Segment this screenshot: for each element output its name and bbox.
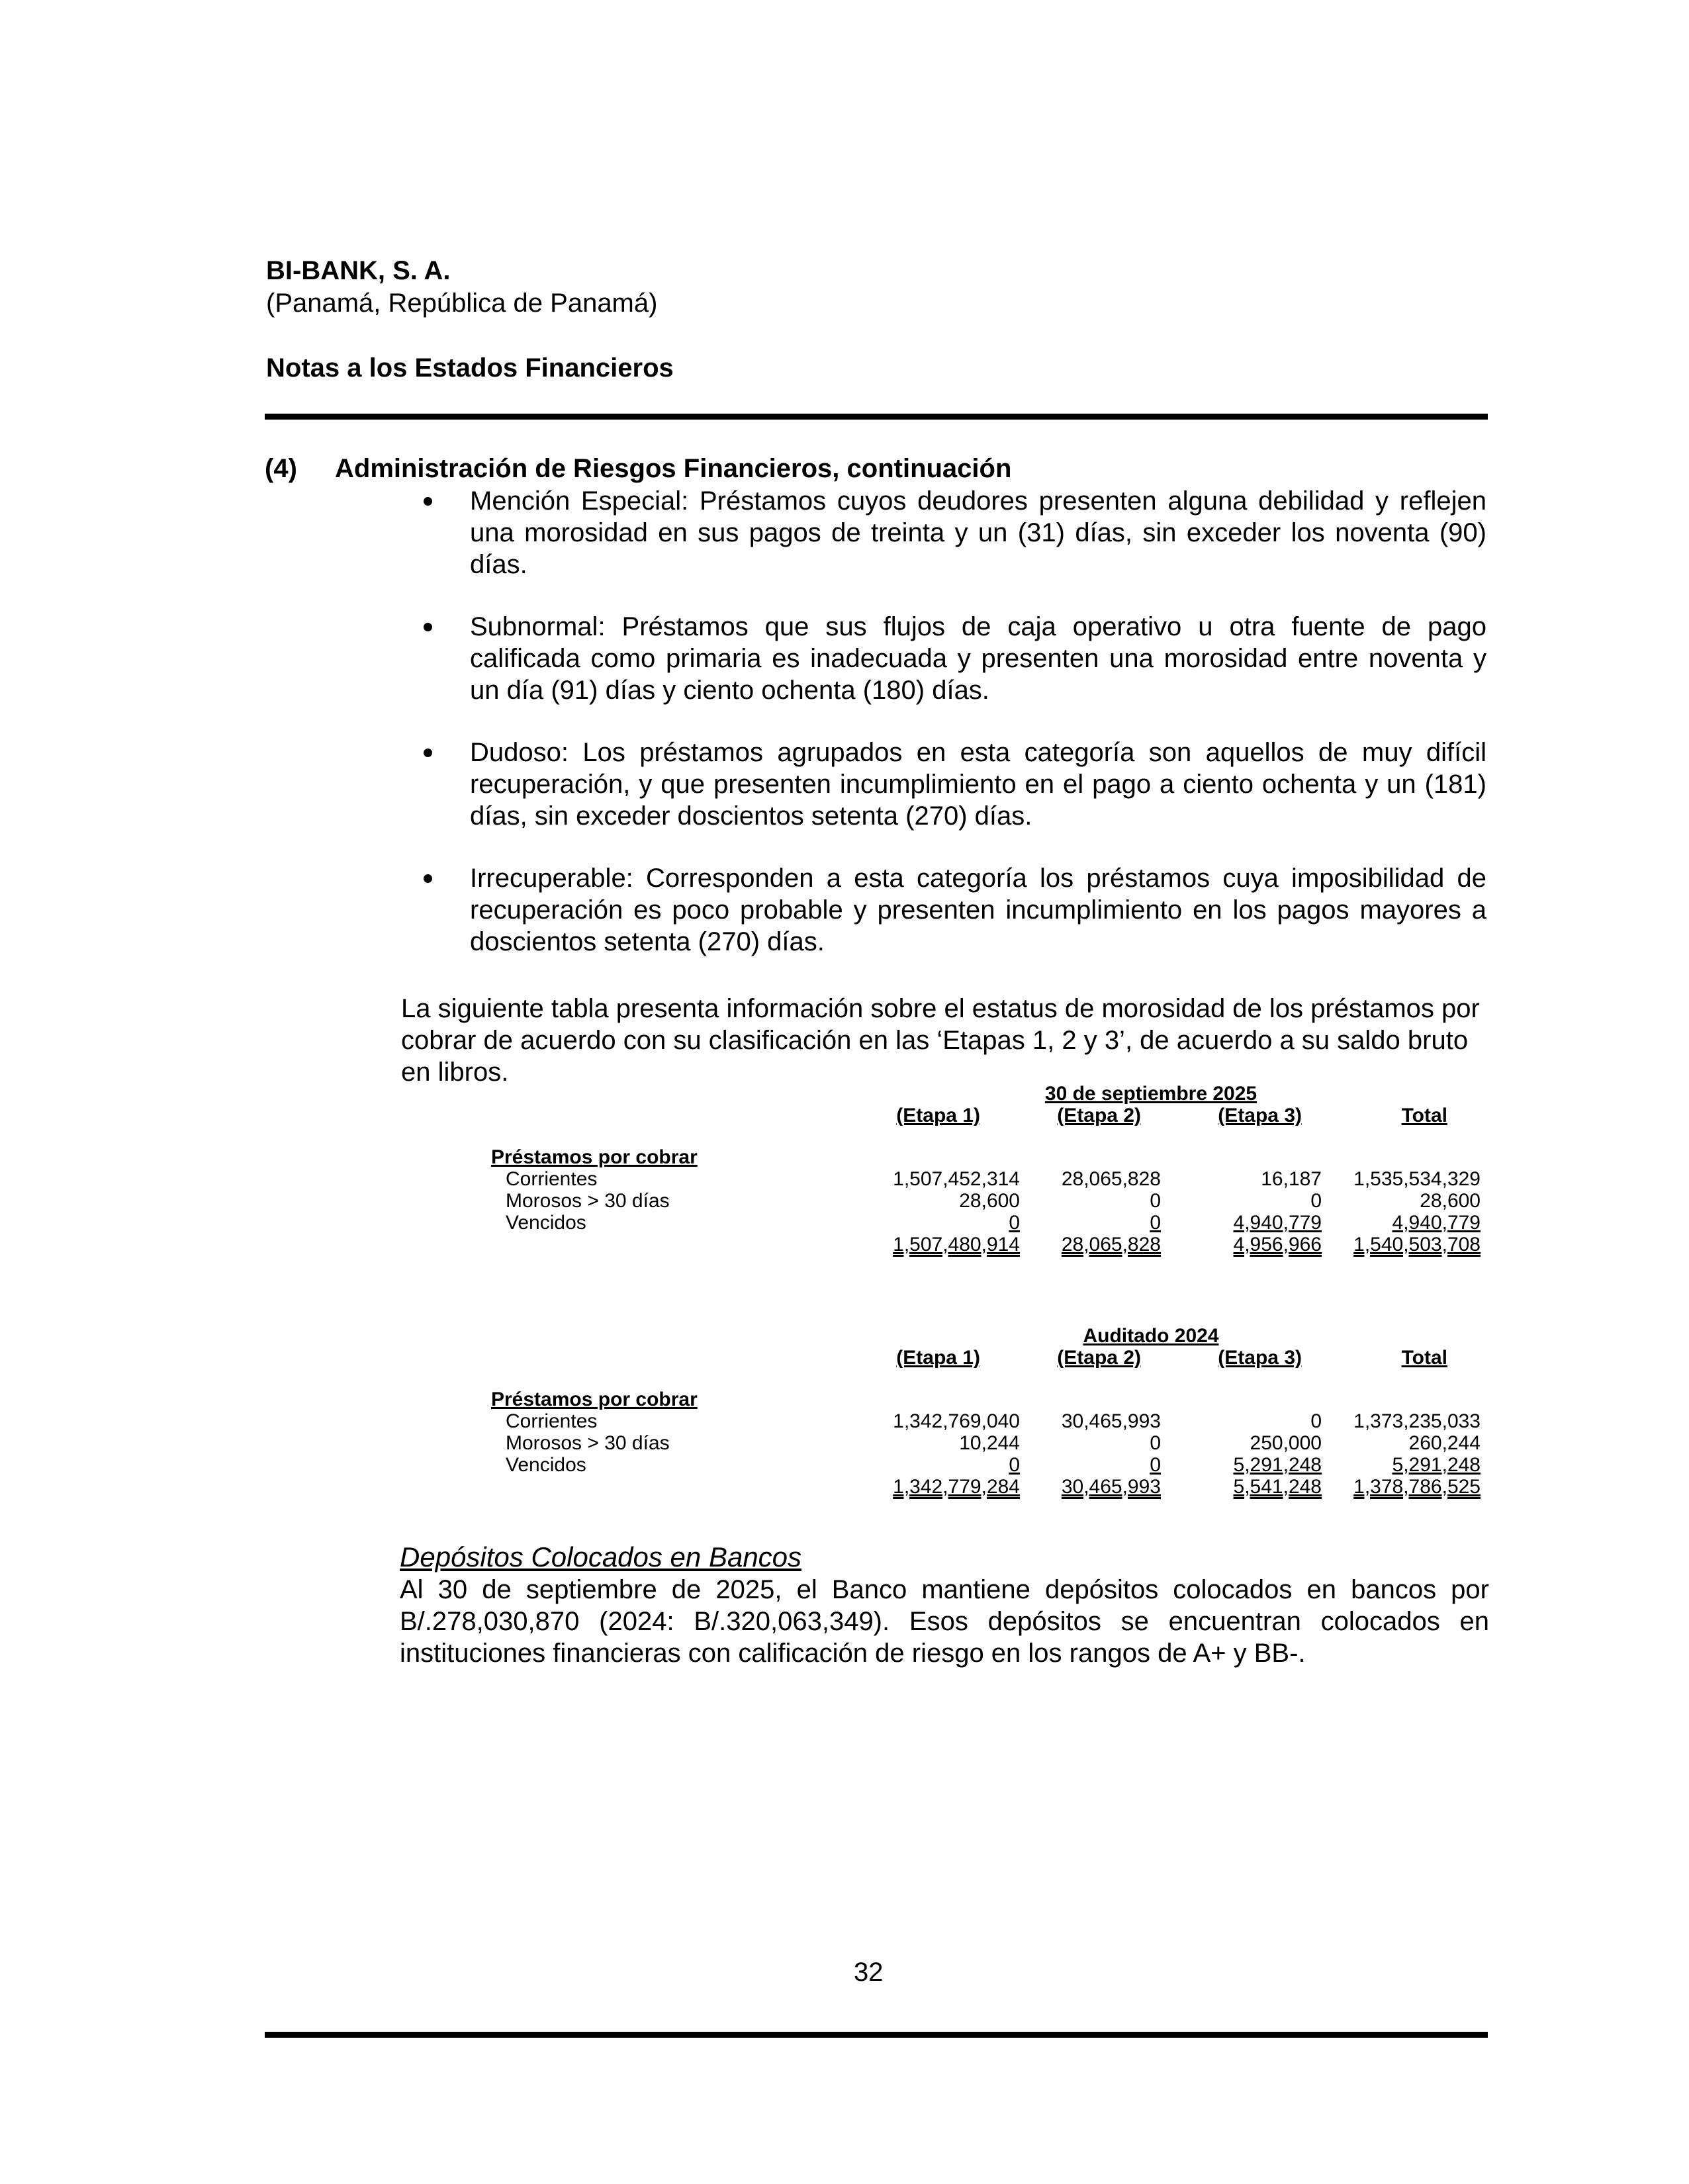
table-row [491, 1190, 1481, 1212]
row-label: Morosos > 30 días [506, 1432, 670, 1454]
total-row [491, 1234, 1481, 1255]
loans-table-2025 [491, 1083, 1481, 1255]
total-value: 30,465,993 [1061, 1476, 1161, 1498]
list-item [412, 611, 1486, 706]
bullet-text: Irrecuperable: Corresponden a esta categoría los préstamos cuya imposibilidad de recuperación es poco probable y presenten incumplimiento en los pagos mayores a doscientos setenta (270) días. [470, 864, 1486, 956]
company-location: (Panamá, República de Panamá) [266, 289, 658, 318]
cell-value: 0 [1150, 1212, 1161, 1234]
cell-value: 10,244 [959, 1432, 1020, 1454]
total-value: 4,956,966 [1233, 1234, 1322, 1255]
total-value: 1,342,779,284 [893, 1476, 1020, 1498]
cell-value: 0 [1150, 1454, 1161, 1476]
column-header-total: Total [1401, 1105, 1447, 1126]
table-row [491, 1410, 1481, 1432]
total-value: 5,541,248 [1233, 1476, 1322, 1498]
cell-value: 250,000 [1250, 1432, 1322, 1454]
cell-value: 4,940,779 [1233, 1212, 1322, 1234]
page-number: 32 [854, 1958, 884, 1987]
cell-value: 0 [1310, 1410, 1322, 1432]
cell-value: 28,065,828 [1061, 1168, 1161, 1190]
footer-divider [265, 2032, 1488, 2038]
table-intro-paragraph: La siguiente tabla presenta información sobre el estatus de morosidad de los préstamos por cobrar de acuerdo con su clasificación en las ‘Etapas 1, 2 y 3’, de acuerdo a su saldo bruto en libros. [401, 994, 1480, 1087]
cell-value: 5,291,248 [1233, 1454, 1322, 1476]
cell-value: 1,373,235,033 [1353, 1410, 1481, 1432]
bullet-icon [424, 497, 432, 506]
cell-value: 16,187 [1261, 1168, 1322, 1190]
total-value: 1,507,480,914 [893, 1234, 1020, 1255]
deposits-heading: Depósitos Colocados en Bancos [400, 1541, 802, 1572]
document-title: Notas a los Estados Financieros [266, 353, 674, 383]
column-header-etapa2: (Etapa 2) [1057, 1105, 1141, 1126]
bullet-icon [424, 623, 432, 631]
list-item [412, 485, 1486, 580]
cell-value: 4,940,779 [1392, 1212, 1481, 1234]
cell-value: 0 [1009, 1454, 1020, 1476]
bullet-text: Mención Especial: Préstamos cuyos deudores presenten alguna debilidad y reflejen una morosidad en sus pagos de treinta y un (31) días, sin exceder los noventa (90) días. [470, 486, 1486, 579]
row-label: Corrientes [506, 1168, 598, 1190]
loans-table-2024 [491, 1325, 1481, 1498]
total-value: 1,540,503,708 [1353, 1234, 1481, 1255]
header-divider [265, 414, 1488, 420]
deposits-paragraph: Al 30 de septiembre de 2025, el Banco mantiene depósitos colocados en bancos por B/.278,030,870 (2024: B/.320,063,349). Esos depósitos se encuentran colocados en instituciones financieras con calificación de riesgo en los rangos de A+ y BB-. [400, 1575, 1489, 1668]
cell-value: 28,600 [959, 1190, 1020, 1212]
row-label: Corrientes [506, 1410, 598, 1432]
bullet-text: Dudoso: Los préstamos agrupados en esta categoría son aquellos de muy difícil recuperación, y que presenten incumplimiento en el pago a ciento ochenta y un (181) días, sin exceder doscientos setenta (270) días. [470, 738, 1486, 831]
bullet-text: Subnormal: Préstamos que sus flujos de caja operativo u otra fuente de pago calificada como primaria es inadecuada y presenten una morosidad entre noventa y un día (91) días y ciento ochenta (180) días. [470, 612, 1486, 705]
bullet-icon [424, 874, 432, 883]
row-label: Vencidos [506, 1212, 586, 1234]
row-label: Morosos > 30 días [506, 1190, 670, 1212]
row-label: Vencidos [506, 1454, 586, 1476]
table-row [491, 1212, 1481, 1234]
period-header: Auditado 2024 [1083, 1325, 1219, 1347]
table-row [491, 1454, 1481, 1476]
column-header-etapa2: (Etapa 2) [1057, 1347, 1141, 1369]
cell-value: 1,535,534,329 [1353, 1168, 1481, 1190]
group-label: Préstamos por cobrar [491, 1146, 698, 1168]
company-name: BI-BANK, S. A. [266, 256, 451, 285]
cell-value: 1,342,769,040 [893, 1410, 1020, 1432]
list-item [412, 862, 1486, 958]
cell-value: 0 [1150, 1432, 1161, 1454]
cell-value: 1,507,452,314 [893, 1168, 1020, 1190]
bullet-icon [424, 749, 432, 757]
total-row [491, 1476, 1481, 1498]
cell-value: 5,291,248 [1392, 1454, 1481, 1476]
column-header-total: Total [1401, 1347, 1447, 1369]
cell-value: 0 [1310, 1190, 1322, 1212]
group-label: Préstamos por cobrar [491, 1388, 698, 1410]
list-item [412, 737, 1486, 832]
cell-value: 0 [1150, 1190, 1161, 1212]
column-header-etapa3: (Etapa 3) [1218, 1347, 1302, 1369]
column-header-etapa1: (Etapa 1) [896, 1105, 980, 1126]
table-row [491, 1432, 1481, 1454]
cell-value: 0 [1009, 1212, 1020, 1234]
cell-value: 260,244 [1408, 1432, 1481, 1454]
table-row [491, 1168, 1481, 1190]
section-title: Administración de Riesgos Financieros, continuación [335, 454, 1012, 483]
period-header: 30 de septiembre 2025 [1044, 1083, 1257, 1105]
column-header-etapa3: (Etapa 3) [1218, 1105, 1302, 1126]
cell-value: 30,465,993 [1061, 1410, 1161, 1432]
section-number: (4) [265, 454, 297, 483]
total-value: 1,378,786,525 [1353, 1476, 1481, 1498]
column-header-etapa1: (Etapa 1) [896, 1347, 980, 1369]
total-value: 28,065,828 [1061, 1234, 1161, 1255]
risk-category-list [412, 485, 1486, 988]
cell-value: 28,600 [1420, 1190, 1481, 1212]
